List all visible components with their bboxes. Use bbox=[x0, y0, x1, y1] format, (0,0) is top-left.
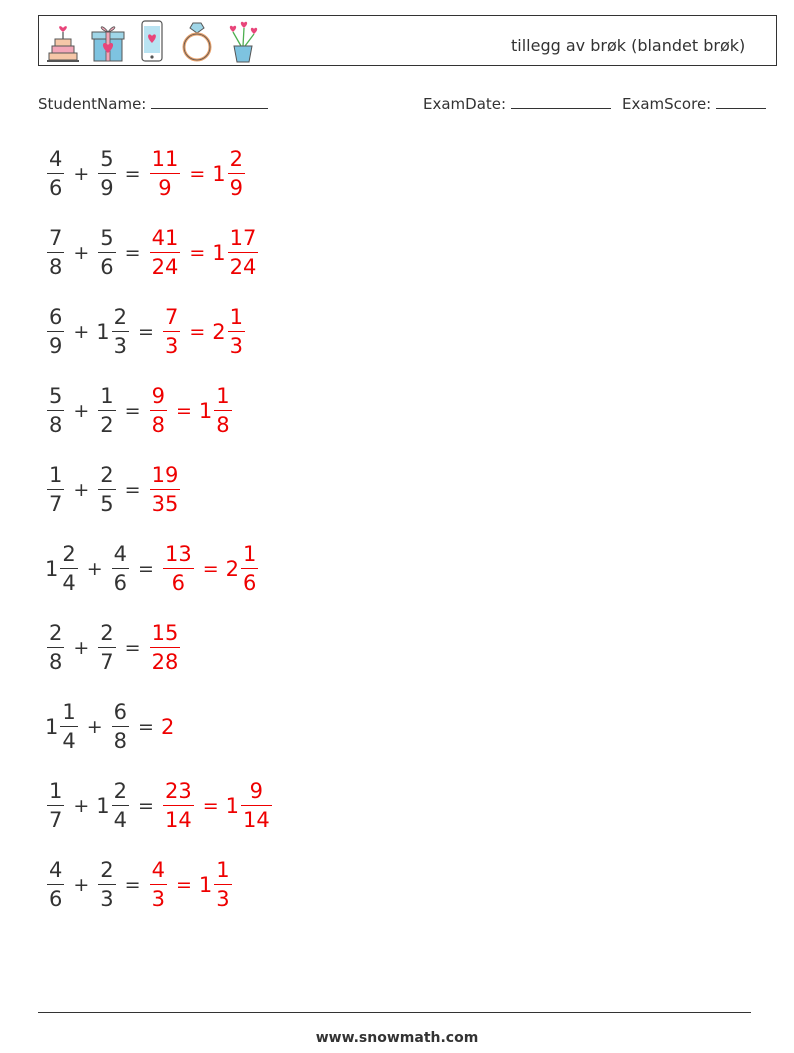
operand-fraction bbox=[98, 462, 115, 517]
answer-equals-sign: = bbox=[202, 795, 219, 817]
problem-row bbox=[45, 693, 174, 761]
operand-fraction-numerator: 2 bbox=[100, 857, 114, 882]
answer-improper-fraction-numerator: 23 bbox=[164, 778, 192, 803]
operand-whole: 1 bbox=[45, 715, 59, 739]
operand-fraction-numerator: 6 bbox=[113, 699, 128, 724]
operand-fraction bbox=[47, 225, 64, 280]
operand-fraction-denominator: 2 bbox=[100, 413, 114, 438]
operand-fraction-numerator: 1 bbox=[100, 383, 114, 408]
plus-sign: + bbox=[73, 874, 90, 896]
operand-fraction-denominator: 3 bbox=[100, 887, 114, 912]
operand-fraction-denominator: 5 bbox=[100, 492, 114, 517]
answer-mixed-fraction-numerator: 2 bbox=[229, 146, 243, 171]
equals-sign: = bbox=[138, 558, 154, 580]
answer-mixed-fraction-denominator: 6 bbox=[243, 571, 257, 596]
answer-mixed-fraction bbox=[214, 857, 231, 912]
plus-sign: + bbox=[73, 479, 90, 501]
equals-sign: = bbox=[124, 242, 141, 264]
operand-fraction-denominator: 7 bbox=[49, 492, 63, 517]
answer-improper-fraction-numerator: 4 bbox=[151, 857, 165, 882]
operand-fraction bbox=[47, 304, 64, 359]
worksheet-title: tillegg av brøk (blandet brøk) bbox=[511, 36, 746, 55]
answer-equals-sign: = bbox=[189, 321, 206, 343]
equals-sign: = bbox=[124, 400, 141, 422]
answer-mixed-fraction-numerator: 1 bbox=[216, 383, 230, 408]
answer-mixed-fraction bbox=[228, 304, 245, 359]
student-name-label: StudentName: bbox=[38, 95, 147, 113]
answer-mixed-fraction-numerator: 17 bbox=[229, 225, 257, 250]
phone-heart-icon bbox=[139, 19, 165, 63]
operand-fraction-numerator: 2 bbox=[49, 620, 63, 645]
operand-fraction-denominator: 8 bbox=[49, 650, 63, 675]
answer-equals-sign: = bbox=[189, 242, 206, 264]
plus-sign: + bbox=[73, 321, 90, 343]
operand-whole: 1 bbox=[96, 320, 110, 344]
operand-fraction-denominator: 3 bbox=[113, 334, 128, 359]
answer-improper-fraction bbox=[150, 383, 167, 438]
answer-improper-fraction-denominator: 3 bbox=[164, 334, 179, 359]
operand-fraction-numerator: 4 bbox=[49, 857, 63, 882]
answer-improper-fraction-denominator: 14 bbox=[164, 808, 192, 833]
answer-mixed-fraction-denominator: 14 bbox=[243, 808, 270, 833]
equals-sign: = bbox=[124, 479, 141, 501]
operand-fraction-denominator: 7 bbox=[100, 650, 114, 675]
exam-date-blank bbox=[511, 93, 611, 109]
footer-divider bbox=[38, 1012, 751, 1013]
answer-mixed-fraction-numerator: 1 bbox=[216, 857, 230, 882]
operand-fraction-numerator: 1 bbox=[62, 699, 76, 724]
answer-mixed-fraction bbox=[214, 383, 231, 438]
answer-improper-fraction-numerator: 19 bbox=[151, 462, 179, 487]
answer-mixed-whole: 1 bbox=[212, 241, 226, 265]
operand-fraction bbox=[112, 778, 129, 833]
operand-fraction-numerator: 2 bbox=[113, 304, 128, 329]
answer-improper-fraction-numerator: 11 bbox=[151, 146, 179, 171]
answer-improper-fraction bbox=[150, 620, 181, 675]
plus-sign: + bbox=[73, 400, 90, 422]
answer-improper-fraction bbox=[163, 541, 194, 596]
operand-fraction-numerator: 2 bbox=[62, 541, 76, 566]
answer-improper-fraction-numerator: 13 bbox=[164, 541, 192, 566]
answer-improper-fraction bbox=[150, 857, 167, 912]
problem-row bbox=[45, 377, 234, 445]
answer-improper-fraction-denominator: 24 bbox=[151, 255, 179, 280]
plus-sign: + bbox=[73, 637, 90, 659]
operand-fraction-numerator: 2 bbox=[113, 778, 128, 803]
answer-mixed-whole: 1 bbox=[212, 162, 226, 186]
exam-date-field bbox=[423, 93, 611, 113]
operand-fraction bbox=[47, 383, 64, 438]
answer-improper-fraction-denominator: 8 bbox=[151, 413, 165, 438]
exam-score-field bbox=[622, 93, 766, 113]
flower-pot-icon bbox=[225, 19, 261, 63]
operand-fraction-denominator: 4 bbox=[62, 729, 76, 754]
problem-row bbox=[45, 298, 247, 366]
operand-fraction-numerator: 4 bbox=[49, 146, 63, 171]
operand-fraction bbox=[47, 857, 64, 912]
operand-fraction-denominator: 4 bbox=[113, 808, 128, 833]
operand-fraction-denominator: 4 bbox=[62, 571, 76, 596]
operand-fraction-numerator: 7 bbox=[49, 225, 63, 250]
operand-fraction-numerator: 4 bbox=[113, 541, 128, 566]
answer-improper-fraction-numerator: 41 bbox=[151, 225, 179, 250]
equals-sign: = bbox=[138, 321, 154, 343]
answer-improper-fraction-numerator: 9 bbox=[151, 383, 165, 408]
problem-row bbox=[45, 456, 182, 524]
answer-mixed-whole: 1 bbox=[198, 873, 213, 897]
problem-row bbox=[45, 614, 182, 682]
exam-score-label: ExamScore: bbox=[622, 95, 712, 113]
plus-sign: + bbox=[86, 558, 103, 580]
answer-equals-sign: = bbox=[202, 558, 219, 580]
operand-fraction-denominator: 8 bbox=[49, 413, 63, 438]
equals-sign: = bbox=[124, 163, 141, 185]
operand-fraction-numerator: 2 bbox=[100, 462, 114, 487]
answer-improper-fraction-denominator: 28 bbox=[151, 650, 179, 675]
operand-fraction bbox=[47, 146, 64, 201]
answer-improper-fraction-denominator: 9 bbox=[158, 176, 172, 201]
operand-fraction-numerator: 1 bbox=[49, 462, 63, 487]
operand-fraction-numerator: 5 bbox=[49, 383, 63, 408]
answer-equals-sign: = bbox=[189, 163, 206, 185]
ring-icon bbox=[179, 19, 215, 63]
student-name-blank bbox=[151, 93, 268, 109]
operand-fraction bbox=[98, 225, 115, 280]
operand-fraction bbox=[112, 541, 129, 596]
cake-icon bbox=[47, 19, 79, 63]
answer-mixed-fraction-numerator: 9 bbox=[249, 778, 264, 803]
operand-fraction bbox=[47, 620, 64, 675]
answer-equals-sign: = bbox=[175, 874, 192, 896]
operand-fraction-denominator: 9 bbox=[100, 176, 114, 201]
operand-fraction bbox=[47, 778, 64, 833]
operand-whole: 1 bbox=[45, 557, 59, 581]
answer-mixed-fraction-denominator: 3 bbox=[216, 887, 230, 912]
operand-fraction-numerator: 2 bbox=[100, 620, 114, 645]
operand-fraction-denominator: 6 bbox=[49, 176, 63, 201]
operand-fraction-numerator: 5 bbox=[100, 225, 114, 250]
answer-mixed-fraction-denominator: 3 bbox=[229, 334, 244, 359]
answer-mixed-whole: 1 bbox=[198, 399, 213, 423]
operand-fraction-denominator: 7 bbox=[49, 808, 63, 833]
answer-improper-fraction-denominator: 3 bbox=[151, 887, 165, 912]
equals-sign: = bbox=[124, 874, 141, 896]
equals-sign: = bbox=[138, 795, 154, 817]
operand-fraction bbox=[112, 304, 129, 359]
operand-fraction-denominator: 9 bbox=[49, 334, 63, 359]
answer-improper-fraction-denominator: 6 bbox=[171, 571, 186, 596]
answer-improper-fraction bbox=[163, 778, 194, 833]
operand-fraction bbox=[60, 699, 77, 754]
operand-fraction-denominator: 8 bbox=[49, 255, 63, 280]
problem-row bbox=[45, 851, 234, 919]
operand-fraction bbox=[98, 857, 115, 912]
operand-whole: 1 bbox=[96, 794, 110, 818]
answer-mixed-fraction bbox=[241, 541, 258, 596]
problem-row bbox=[45, 535, 260, 603]
answer-mixed-whole: 2 bbox=[225, 557, 239, 581]
plus-sign: + bbox=[73, 795, 90, 817]
answer-improper-fraction bbox=[163, 304, 180, 359]
answer-improper-fraction-numerator: 7 bbox=[164, 304, 179, 329]
problem-row bbox=[45, 140, 247, 208]
answer-mixed-whole: 1 bbox=[225, 794, 239, 818]
operand-fraction-denominator: 6 bbox=[49, 887, 63, 912]
answer-improper-fraction-denominator: 35 bbox=[151, 492, 179, 517]
operand-fraction bbox=[47, 462, 64, 517]
answer-equals-sign: = bbox=[175, 400, 192, 422]
problem-row bbox=[45, 772, 274, 840]
operand-fraction-numerator: 6 bbox=[49, 304, 63, 329]
operand-fraction-denominator: 6 bbox=[113, 571, 128, 596]
gift-icon bbox=[89, 19, 127, 63]
answer-mixed-fraction-denominator: 24 bbox=[229, 255, 257, 280]
header-box bbox=[38, 15, 777, 66]
answer-improper-fraction-numerator: 15 bbox=[151, 620, 179, 645]
operand-fraction-denominator: 8 bbox=[113, 729, 128, 754]
answer-improper-fraction bbox=[150, 462, 181, 517]
problem-row bbox=[45, 219, 260, 287]
operand-fraction-numerator: 1 bbox=[49, 778, 63, 803]
answer-mixed-fraction-denominator: 8 bbox=[216, 413, 230, 438]
operand-fraction-numerator: 5 bbox=[100, 146, 114, 171]
student-name-field bbox=[38, 93, 268, 113]
footer-url: www.snowmath.com bbox=[315, 1030, 479, 1046]
answer-whole: 2 bbox=[160, 715, 175, 739]
answer-mixed-fraction bbox=[228, 225, 259, 280]
answer-mixed-fraction bbox=[228, 146, 245, 201]
operand-fraction bbox=[98, 383, 115, 438]
answer-mixed-fraction-numerator: 1 bbox=[243, 541, 257, 566]
answer-mixed-fraction-numerator: 1 bbox=[229, 304, 244, 329]
plus-sign: + bbox=[73, 242, 90, 264]
answer-mixed-whole: 2 bbox=[212, 320, 226, 344]
equals-sign: = bbox=[124, 637, 141, 659]
operand-fraction bbox=[112, 699, 129, 754]
answer-mixed-fraction bbox=[241, 778, 272, 833]
exam-date-label: ExamDate: bbox=[423, 95, 507, 113]
plus-sign: + bbox=[73, 163, 90, 185]
operand-fraction bbox=[98, 146, 115, 201]
answer-improper-fraction bbox=[150, 146, 181, 201]
answer-mixed-fraction-denominator: 9 bbox=[229, 176, 243, 201]
plus-sign: + bbox=[86, 716, 103, 738]
operand-fraction bbox=[98, 620, 115, 675]
equals-sign: = bbox=[138, 716, 154, 738]
operand-fraction-denominator: 6 bbox=[100, 255, 114, 280]
answer-improper-fraction bbox=[150, 225, 181, 280]
exam-score-blank bbox=[716, 93, 766, 109]
operand-fraction bbox=[60, 541, 77, 596]
